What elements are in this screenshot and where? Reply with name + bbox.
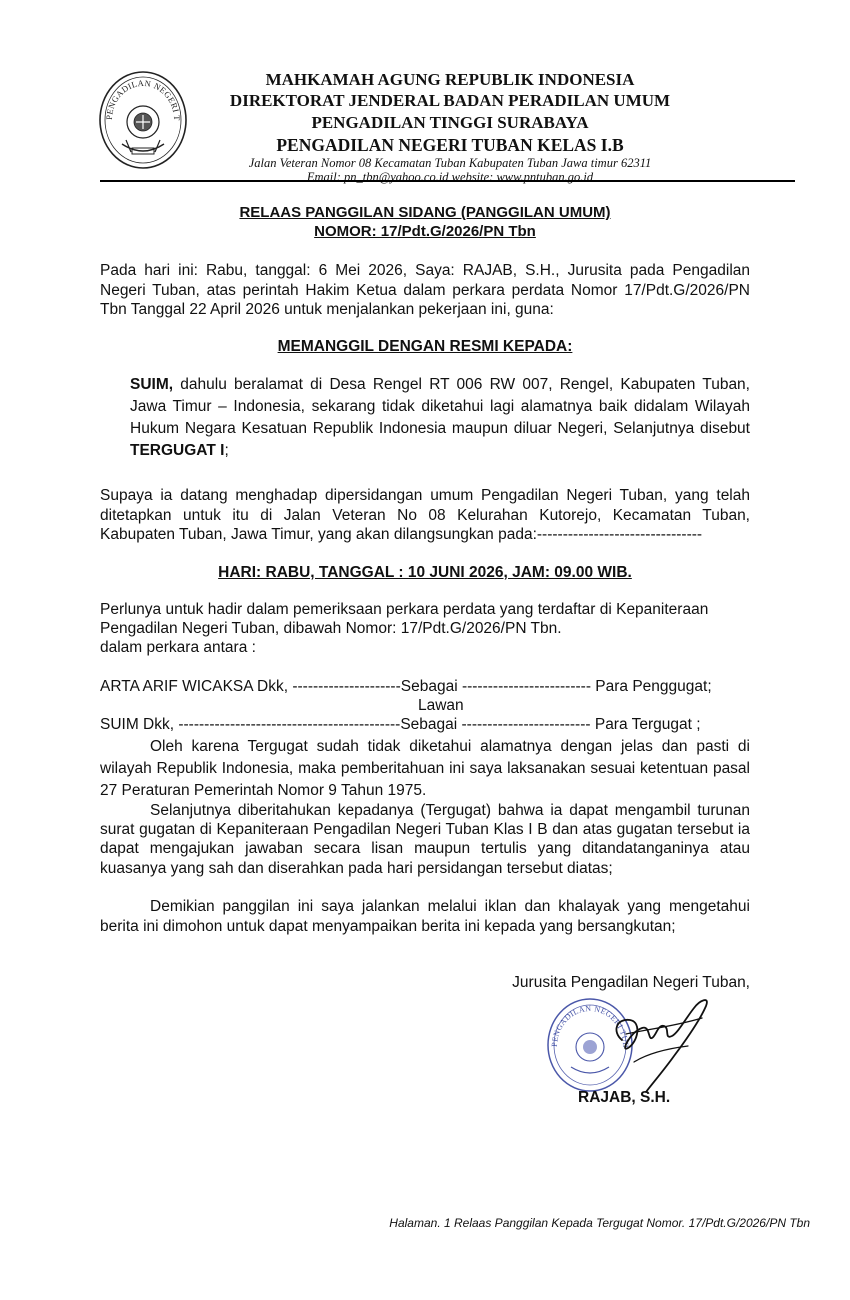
court-contact: Email: pn_tbn@yahoo.co.id website: www.pntuban.go.id: [306, 170, 594, 184]
hearing-schedule: HARI: RABU, TANGGAL : 10 JUNI 2026, JAM: 09.00 WIB.: [218, 564, 632, 581]
summon-heading: MEMANGGIL DENGAN RESMI KEPADA:: [277, 338, 573, 355]
party-description: dahulu beralamat di Desa Rengel RT 006 RW 007, Rengel, Kabupaten Tuban, Jawa Timur – Indonesia, sekarang tidak diketahui lagi alamatnya baik didalam Wilayah Hukum Negara Kesatuan Republik Indonesia maupun diluar Negeri, Selanjutnya disebut: [130, 376, 750, 437]
institution-line-1: MAHKAMAH AGUNG REPUBLIK INDONESIA: [265, 70, 635, 89]
letterhead-rule: [100, 180, 795, 182]
purpose-paragraph: Supaya ia datang menghadap dipersidangan umum Pengadilan Negeri Tuban, yang telah ditetapkan untuk itu di Jalan Veteran No 08 Kelurahan Kutorejo, Kecamatan Tuban, Kabupaten Tuban, Jawa Timur, yang akan dilangsungkan pada:--------------------------------: [100, 487, 750, 543]
svg-text:PENGADILAN NEGERI TUBAN: PENGADILAN NEGERI T: [103, 77, 183, 122]
letterhead: [190, 70, 710, 185]
defendant-line: SUIM Dkk, -------------------------------------------Sebagai ------------------------- Para Tergugat ;: [100, 716, 701, 733]
paragraph-address-unknown: Oleh karena Tergugat sudah tidak diketahui alamatnya dengan jelas dan pasti di wilayah Republik Indonesia, maka pemberitahuan ini saya laksanakan sesuai ketentuan pasal 27 Peraturan Pemerintah Nomor 9 Tahun 1975.: [100, 738, 750, 799]
signatory-name: RAJAB, S.H.: [578, 1089, 671, 1106]
party-end: ;: [224, 442, 229, 459]
exam-line-1: Perlunya untuk hadir dalam pemeriksaan perkara perdata yang terdaftar di Kepaniteraan: [100, 601, 709, 618]
handwritten-signature: [590, 990, 720, 1100]
case-number: NOMOR: 17/Pdt.G/2026/PN Tbn: [314, 223, 536, 240]
party-paragraph: [130, 374, 750, 462]
institution-line-4: PENGADILAN NEGERI TUBAN KELAS I.B: [276, 135, 624, 155]
court-logo: [98, 70, 188, 170]
intro-paragraph: Pada hari ini: Rabu, tanggal: 6 Mei 2026, Saya: RAJAB, S.H., Jurusita pada Pengadilan Negeri Tuban, atas perintah Hakim Ketua dalam perkara perdata Nomor 17/Pdt.G/2026/PN Tbn Tanggal 22 April 2026 untuk menjalankan pekerjaan ini, guna:: [100, 262, 750, 318]
institution-line-2: DIREKTORAT JENDERAL BADAN PERADILAN UMUM: [229, 91, 671, 110]
exam-line-3: dalam perkara antara :: [100, 639, 256, 656]
svg-text:PENGADILAN NEGERI TUBAN: PENGADILAN NEGERI TUB: [549, 1003, 631, 1049]
institution-line-3: PENGADILAN TINGGI SURABAYA: [311, 113, 589, 132]
paragraph-notice: Selanjutnya diberitahukan kepadanya (Tergugat) bahwa ia dapat mengambil turunan surat gugatan di Kepaniteraan Pengadilan Negeri Tuban Klas I B dan atas gugatan tersebut ia dapat mengajukan jawaban secara lisan maupun tertulis yang ditandatanganinya atau kuasanya yang sah dan diserahkan pada hari persidangan tersebut diatas;: [100, 802, 750, 877]
plaintiff-line: ARTA ARIF WICAKSA Dkk, ---------------------Sebagai ------------------------- Para Penggugat;: [100, 678, 712, 695]
court-address: Jalan Veteran Nomor 08 Kecamatan Tuban Kabupaten Tuban Jawa timur 62311: [248, 156, 652, 170]
signature-title: Jurusita Pengadilan Negeri Tuban,: [512, 974, 750, 991]
page-footer: Halaman. 1 Relaas Panggilan Kepada Tergugat Nomor. 17/Pdt.G/2026/PN Tbn: [389, 1216, 810, 1230]
party-name: SUIM,: [130, 376, 174, 393]
exam-line-2: Pengadilan Negeri Tuban, dibawah Nomor: 17/Pdt.G/2026/PN Tbn.: [100, 620, 562, 637]
document-title: RELAAS PANGGILAN SIDANG (PANGGILAN UMUM): [239, 204, 611, 221]
party-role: TERGUGAT I: [130, 442, 225, 459]
paragraph-closing: Demikian panggilan ini saya jalankan melalui iklan dan khalayak yang mengetahui berita ini dimohon untuk dapat menyampaikan berita ini kepada yang bersangkutan;: [100, 898, 750, 935]
versus-label: Lawan: [418, 697, 464, 714]
